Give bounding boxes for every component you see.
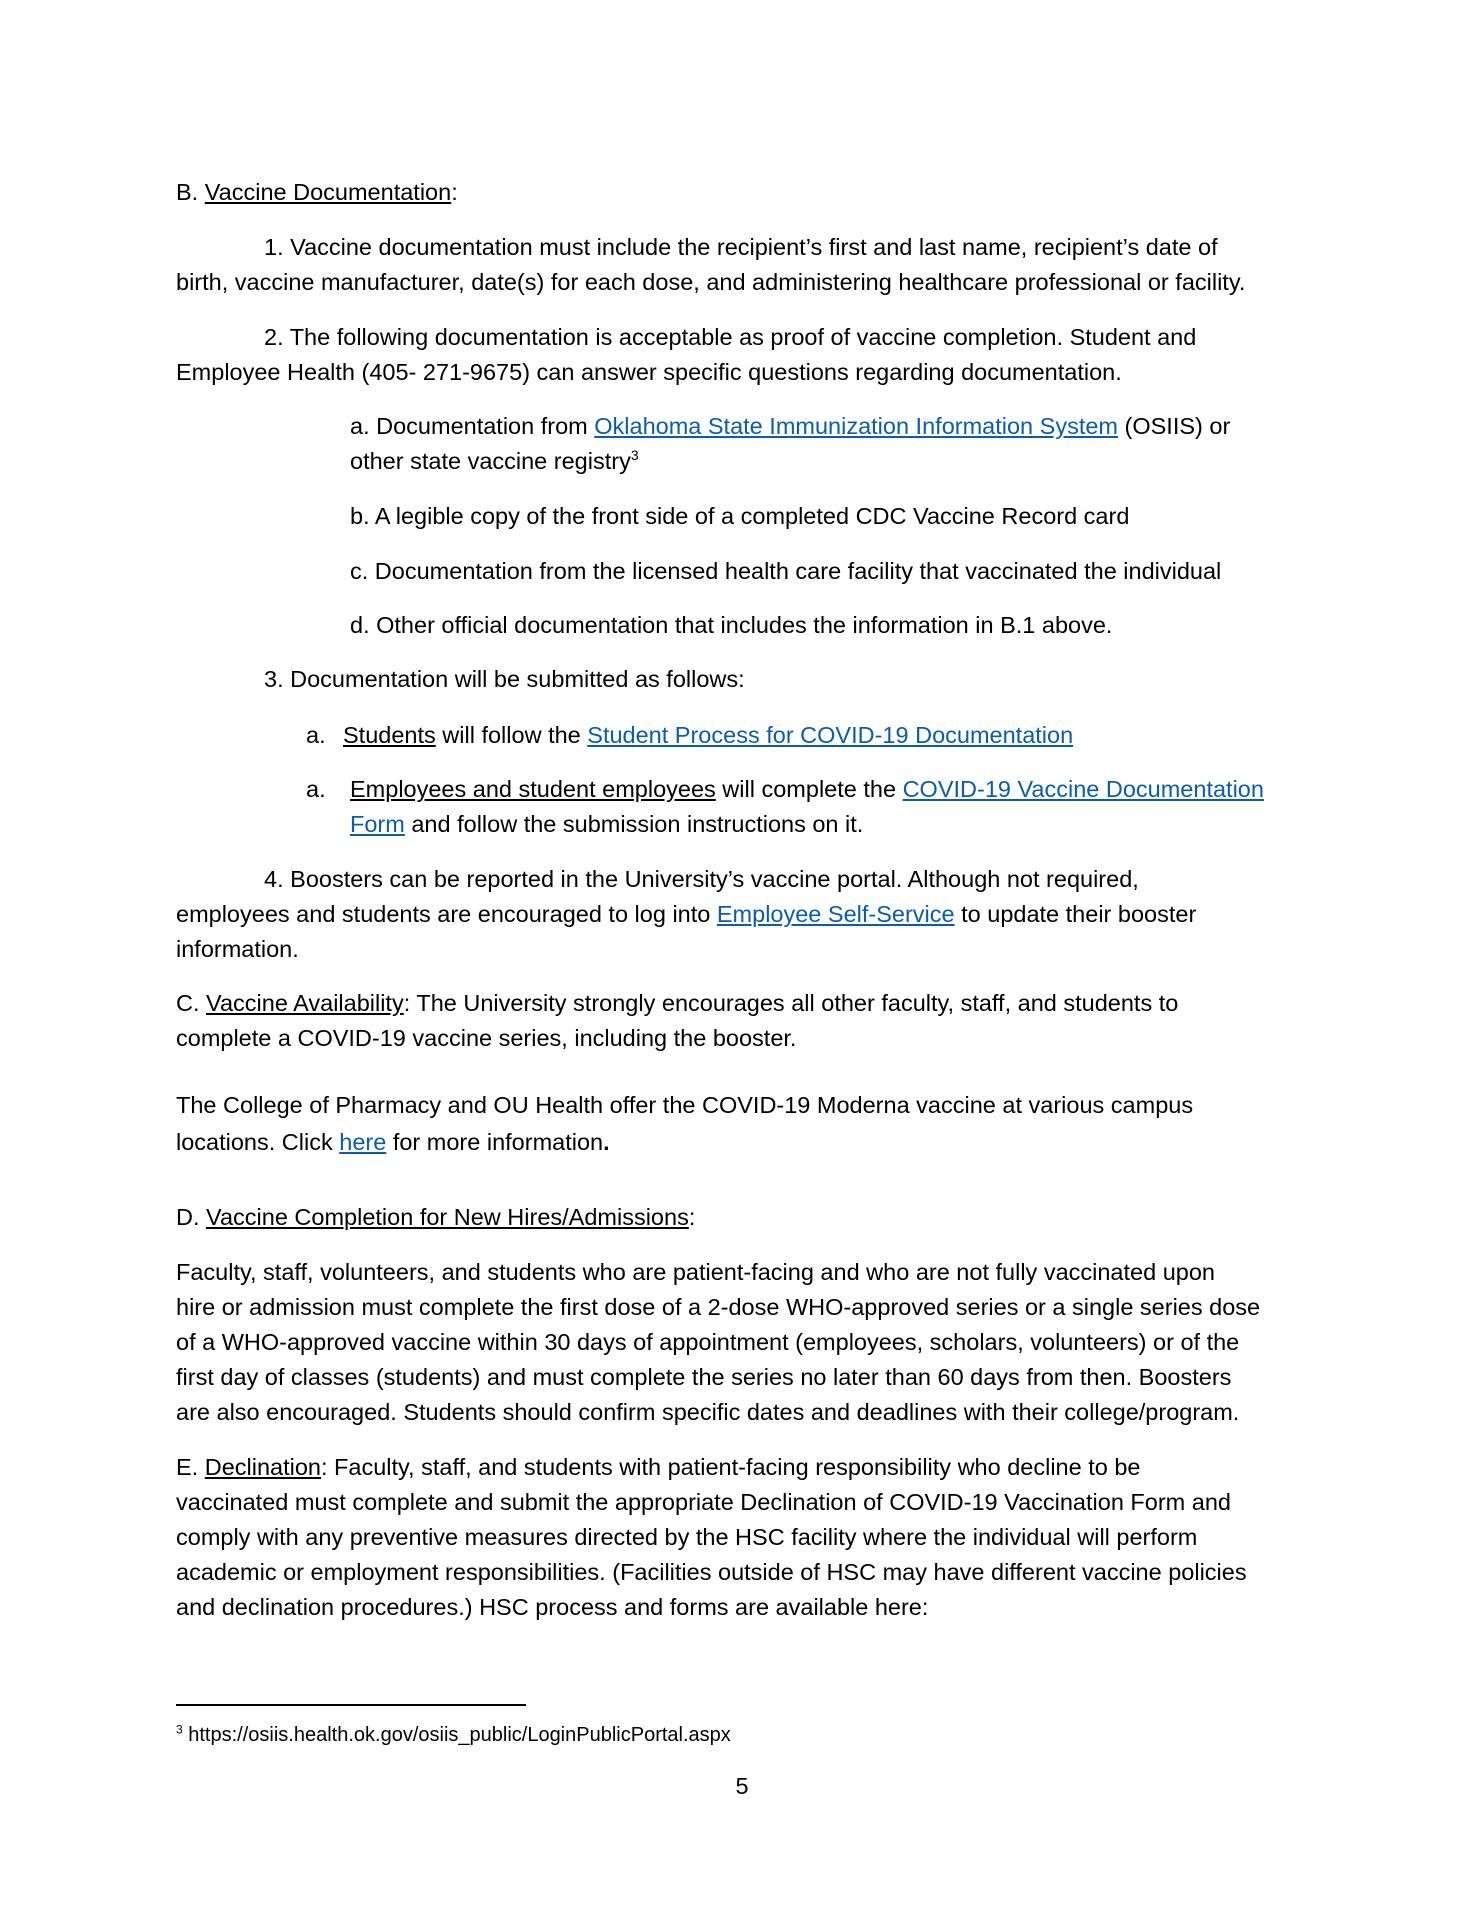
section-e-line1 xyxy=(176,1450,1140,1486)
section-d-prefix: D. xyxy=(176,1204,207,1230)
b4-text-line1: Boosters can be reported in the University’s vaccine portal. Although not required, xyxy=(290,866,1139,892)
section-c-para2-post: for more information xyxy=(386,1129,604,1155)
b4-line1 xyxy=(264,862,1139,898)
b3a2-marker: a. xyxy=(306,776,326,802)
section-e-title: Declination xyxy=(204,1454,321,1480)
section-c-para2-line2 xyxy=(176,1125,610,1161)
section-e-prefix: E. xyxy=(176,1454,205,1480)
footnote-text: https://osiis.health.ok.gov/osiis_public/LoginPublicPortal.aspx xyxy=(182,1724,731,1746)
section-c-para2-end: . xyxy=(603,1129,610,1155)
section-c-line1-rest: : The University strongly encourages all other faculty, staff, and students to xyxy=(403,990,1179,1016)
b2-line1 xyxy=(264,320,1196,356)
page-number: 5 xyxy=(735,1773,749,1799)
vaccine-documentation-form-link-cont[interactable]: Form xyxy=(350,811,405,837)
section-d-line5: are also encouraged. Students should confirm specific dates and deadlines with their college/program. xyxy=(176,1399,1240,1425)
b2b-item: b. A legible copy of the front side of a completed CDC Vaccine Record card xyxy=(350,503,1130,529)
b4-line2 xyxy=(176,897,1196,933)
section-e-line1-rest: : Faculty, staff, and students with patient-facing responsibility who decline to be xyxy=(321,1454,1141,1480)
b2a-line2 xyxy=(350,444,639,480)
osiis-link[interactable]: Oklahoma State Immunization Information System xyxy=(594,413,1118,439)
section-d-line1: Faculty, staff, volunteers, and students who are patient-facing and who are not fully vaccinated upon xyxy=(176,1259,1215,1285)
b3a-subject: Students xyxy=(343,722,436,748)
b3a2-mid: will complete the xyxy=(715,776,903,802)
section-e-line3: comply with any preventive measures directed by the HSC facility where the individual will perform xyxy=(176,1524,1198,1550)
section-e-line4: academic or employment responsibilities. (Facilities outside of HSC may have different vaccine policies xyxy=(176,1559,1247,1585)
section-d-line4: first day of classes (students) and must complete the series no later than 60 days from then. Boosters xyxy=(176,1364,1232,1390)
b2a-suffix: (OSIIS) or xyxy=(1118,413,1231,439)
b2c-item: c. Documentation from the licensed health care facility that vaccinated the individual xyxy=(350,558,1222,584)
section-b-heading xyxy=(176,175,458,211)
b4-line2-post: to update their booster xyxy=(954,901,1197,927)
section-c-para2-pre: locations. Click xyxy=(176,1129,340,1155)
b4-number: 4. xyxy=(264,866,291,892)
here-link[interactable]: here xyxy=(339,1129,387,1155)
footnote-ref-3[interactable]: 3 xyxy=(630,447,639,464)
section-c-line1 xyxy=(176,986,1178,1022)
b3a2-subject: Employees and student employees xyxy=(350,776,716,802)
b2a-text-line2: other state vaccine registry xyxy=(350,448,631,474)
section-d-title: Vaccine Completion for New Hires/Admissions xyxy=(206,1204,689,1230)
employee-self-service-link[interactable]: Employee Self-Service xyxy=(716,901,955,927)
b2d-item: d. Other official documentation that includes the information in B.1 above. xyxy=(350,612,1113,638)
b4-line2-pre: employees and students are encouraged to log into xyxy=(176,901,717,927)
b3a-students-item xyxy=(343,718,1073,754)
section-c-line2: complete a COVID-19 vaccine series, including the booster. xyxy=(176,1025,797,1051)
b2-text-line1: The following documentation is acceptable as proof of vaccine completion. Student and xyxy=(289,324,1197,350)
footnote-separator xyxy=(176,1704,526,1706)
b3a2-employees-line1 xyxy=(350,772,1264,808)
b1-line1 xyxy=(264,230,1218,266)
b2a-prefix: a. Documentation from xyxy=(350,413,595,439)
b1-number: 1. xyxy=(264,234,291,260)
b3a-marker: a. xyxy=(306,722,326,748)
b3a-mid: will follow the xyxy=(435,722,588,748)
b2-line2: Employee Health (405- 271-9675) can answer specific questions regarding documentation. xyxy=(176,359,1122,385)
section-e-line2: vaccinated must complete and submit the appropriate Declination of COVID-19 Vaccination Form and xyxy=(176,1489,1231,1515)
b4-line3: information. xyxy=(176,936,299,962)
footnote-3 xyxy=(176,1720,731,1750)
section-c-title: Vaccine Availability xyxy=(206,990,404,1016)
section-c-para2-line1: The College of Pharmacy and OU Health offer the COVID-19 Moderna vaccine at various campus xyxy=(176,1092,1194,1118)
student-process-link[interactable]: Student Process for COVID-19 Documentation xyxy=(587,722,1074,748)
b3-heading: 3. Documentation will be submitted as follows: xyxy=(264,666,745,692)
b1-line2: birth, vaccine manufacturer, date(s) for each dose, and administering healthcare professional or facility. xyxy=(176,269,1246,295)
section-d-line2: hire or admission must complete the first dose of a 2-dose WHO-approved series or a single series dose xyxy=(176,1294,1261,1320)
vaccine-documentation-form-link[interactable]: COVID-19 Vaccine Documentation xyxy=(902,776,1264,802)
b2a-line1 xyxy=(350,409,1230,445)
section-d-colon: : xyxy=(688,1204,696,1230)
section-c-prefix: C. xyxy=(176,990,207,1016)
b2-number: 2. xyxy=(264,324,290,350)
section-d-heading xyxy=(176,1200,695,1236)
section-b-colon: : xyxy=(451,179,458,205)
section-d-line3: of a WHO-approved vaccine within 30 days of appointment (employees, scholars, volunteers) or of the xyxy=(176,1329,1240,1355)
footnote-number: 3 xyxy=(176,1722,183,1737)
b3a2-employees-line2 xyxy=(350,807,863,843)
b1-text-line1: Vaccine documentation must include the recipient’s first and last name, recipient’s date of xyxy=(290,234,1218,260)
b3a2-suffix: and follow the submission instructions on it. xyxy=(404,811,864,837)
section-e-line5: and declination procedures.) HSC process and forms are available here: xyxy=(176,1594,929,1620)
section-b-title: Vaccine Documentation xyxy=(204,179,452,205)
section-b-prefix: B. xyxy=(176,179,205,205)
